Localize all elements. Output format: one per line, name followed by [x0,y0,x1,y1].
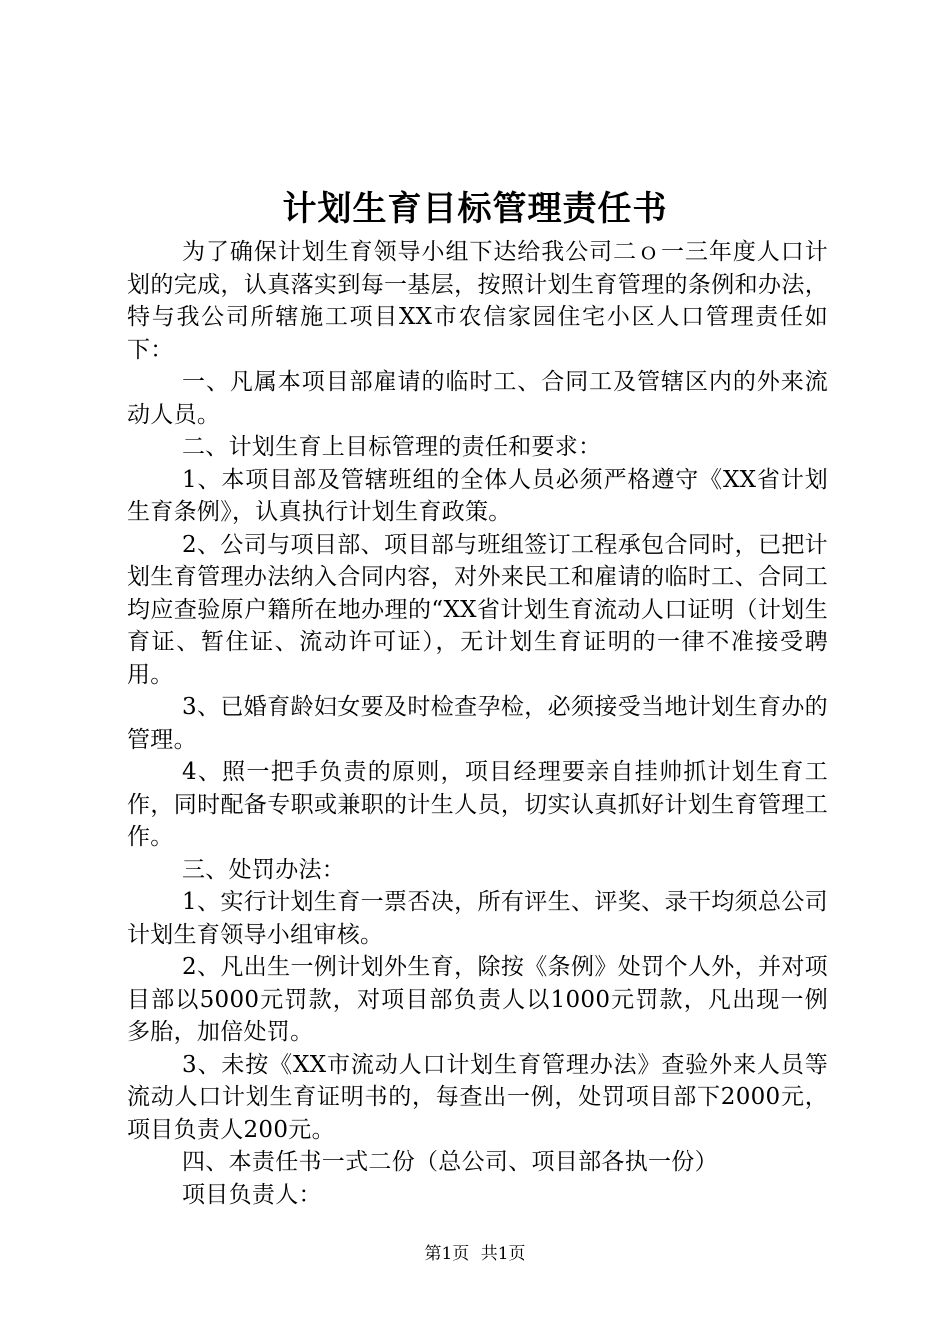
section-3-item-1: 1、实行计划生育一票否决，所有评生、评奖、录干均须总公司计划生育领导小组审核。 [127,889,828,948]
section-2-heading: 二、计划生育上目标管理的责任和要求： [182,434,602,460]
document-body [127,236,828,1211]
section-3-item-3: 3、未按《XX市流动人口计划生育管理办法》查验外来人员等流动人口计划生育证明书的，每查出一例，处罚项目部下2000元，项目负责人200元。 [127,1051,828,1143]
signature-line: 项目负责人： [182,1181,322,1208]
section-2-item-4: 4、照一把手负责的原则，项目经理要亲自挂帅抓计划生育工作，同时配备专职或兼职的计生人员，切实认真抓好计划生育管理工作。 [127,759,828,850]
section-4-copies: 四、本责任书一式二份（总公司、项目部各执一份） [182,1149,718,1175]
section-2-item-2: 2、公司与项目部、项目部与班组签订工程承包合同时，已把计划生育管理办法纳入合同内容，对外来民工和雇请的临时工、合同工均应查验原户籍所在地办理的“XX省计划生育流动人口证明（计划生育证、暂住证、流动许可证），无计划生育证明的一律不准接受聘用。 [127,531,828,688]
section-1-scope: 一、凡属本项目部雇请的临时工、合同工及管辖区内的外来流动人员。 [127,369,828,428]
intro-paragraph: 为了确保计划生育领导小组下达给我公司二ｏ一三年度人口计划的完成，认真落实到每一基层，按照计划生育管理的条例和办法，特与我公司所辖施工项目XX市农信家园住宅小区人口管理责任如下： [127,239,828,363]
page-total: 共1页 [480,1244,526,1264]
section-3-heading: 三、处罚办法： [182,856,346,883]
section-2-item-1: 1、本项目部及管辖班组的全体人员必须严格遵守《XX省计划生育条例》，认真执行计划生育政策。 [127,466,828,525]
document-title: 计划生育目标管理责任书 [282,189,668,229]
page-footer [0,1243,950,1265]
section-3-item-2: 2、凡出生一例计划外生育，除按《条例》处罚个人外，并对项目部以5000元罚款，对项目部负责人以1000元罚款，凡出现一例多胎，加倍处罚。 [127,954,828,1045]
page-current: 第1页 [424,1244,470,1264]
section-2-item-3: 3、已婚育龄妇女要及时检查孕检，必须接受当地计划生育办的管理。 [127,694,828,753]
